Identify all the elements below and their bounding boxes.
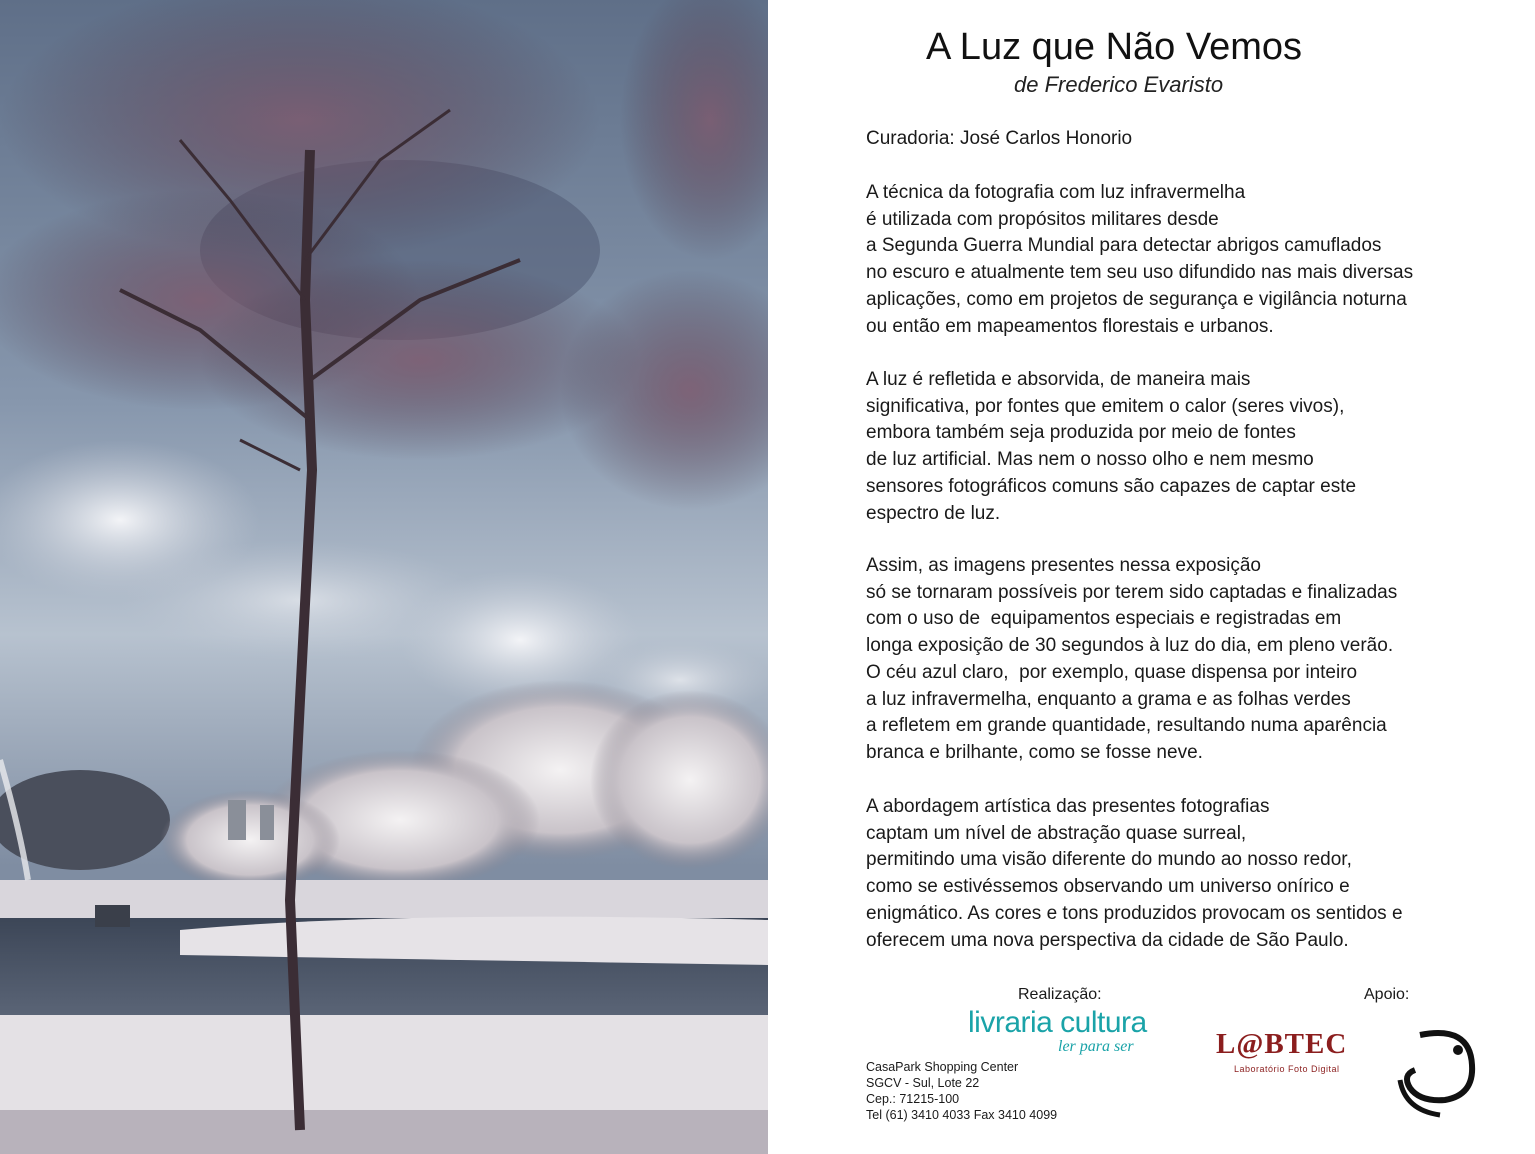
exhibition-author: de Frederico Evaristo (1014, 72, 1224, 97)
venue-address (866, 1059, 1057, 1123)
realizacao-label: Realização: (1018, 986, 1102, 1003)
paragraph-exhibition-images: Assim, as imagens presentes nessa exposição só se tornaram possíveis por terem sido captadas e finalizadas com o uso de equipamentos especiais e registradas em longa exposição de 30 segundos à luz do dia, em pleno verão. O céu azul claro, por exemplo, quase dispensa por inteiro a luz infravermelha, enquanto a grama e as folhas verdes a refletem em grande quantidade, resultando numa aparência branca e brilhante, como se fosse neve. (866, 555, 1398, 763)
livraria-cultura-tagline: ler para ser (1058, 1038, 1134, 1055)
apoio-label: Apoio: (1364, 986, 1410, 1003)
address-line: SGCV - Sul, Lote 22 (866, 1076, 980, 1090)
curator-line: Curadoria: José Carlos Honorio (866, 128, 1133, 149)
labtec-subtitle: Laboratório Foto Digital (1234, 1064, 1340, 1074)
labtec-logo: L@BTEC (1216, 1028, 1348, 1060)
exhibition-title: A Luz que Não Vemos (926, 26, 1303, 68)
exhibition-text-panel (768, 0, 1535, 1154)
grupo-vegas-logo (1360, 1020, 1490, 1130)
livraria-cultura-logo: livraria cultura (968, 1006, 1147, 1039)
paragraph-light-reflection: A luz é refletida e absorvida, de maneira mais significativa, por fontes que emitem o calor (seres vivos), embora também seja produzida por meio de fontes de luz artificial. Mas nem o nosso olho e nem mesmo sensores fotográficos comuns são capazes de captar este espectro de luz. (866, 369, 1357, 524)
address-line: Tel (61) 3410 4033 Fax 3410 4099 (866, 1108, 1058, 1122)
paragraph-artistic-approach: A abordagem artística das presentes fotografias captam um nível de abstração quase surreal, permitindo uma visão diferente do mundo ao nosso redor, como se estivéssemos observando um universo onírico e enigmático. As cores e tons produzidos provocam os sentidos e oferecem uma nova perspectiva da cidade de São Paulo. (866, 796, 1403, 951)
paragraph-infrared-technique: A técnica da fotografia com luz infravermelha é utilizada com propósitos militares desde a Segunda Guerra Mundial para detectar abrigos camuflados no escuro e atualmente tem seu uso difundido nas mais diversas aplicações, como em projetos de segurança e vigilância noturna ou então em mapeamentos florestais e urbanos. (866, 182, 1414, 337)
address-line: Cep.: 71215-100 (866, 1092, 960, 1106)
address-line: CasaPark Shopping Center (866, 1060, 1019, 1074)
